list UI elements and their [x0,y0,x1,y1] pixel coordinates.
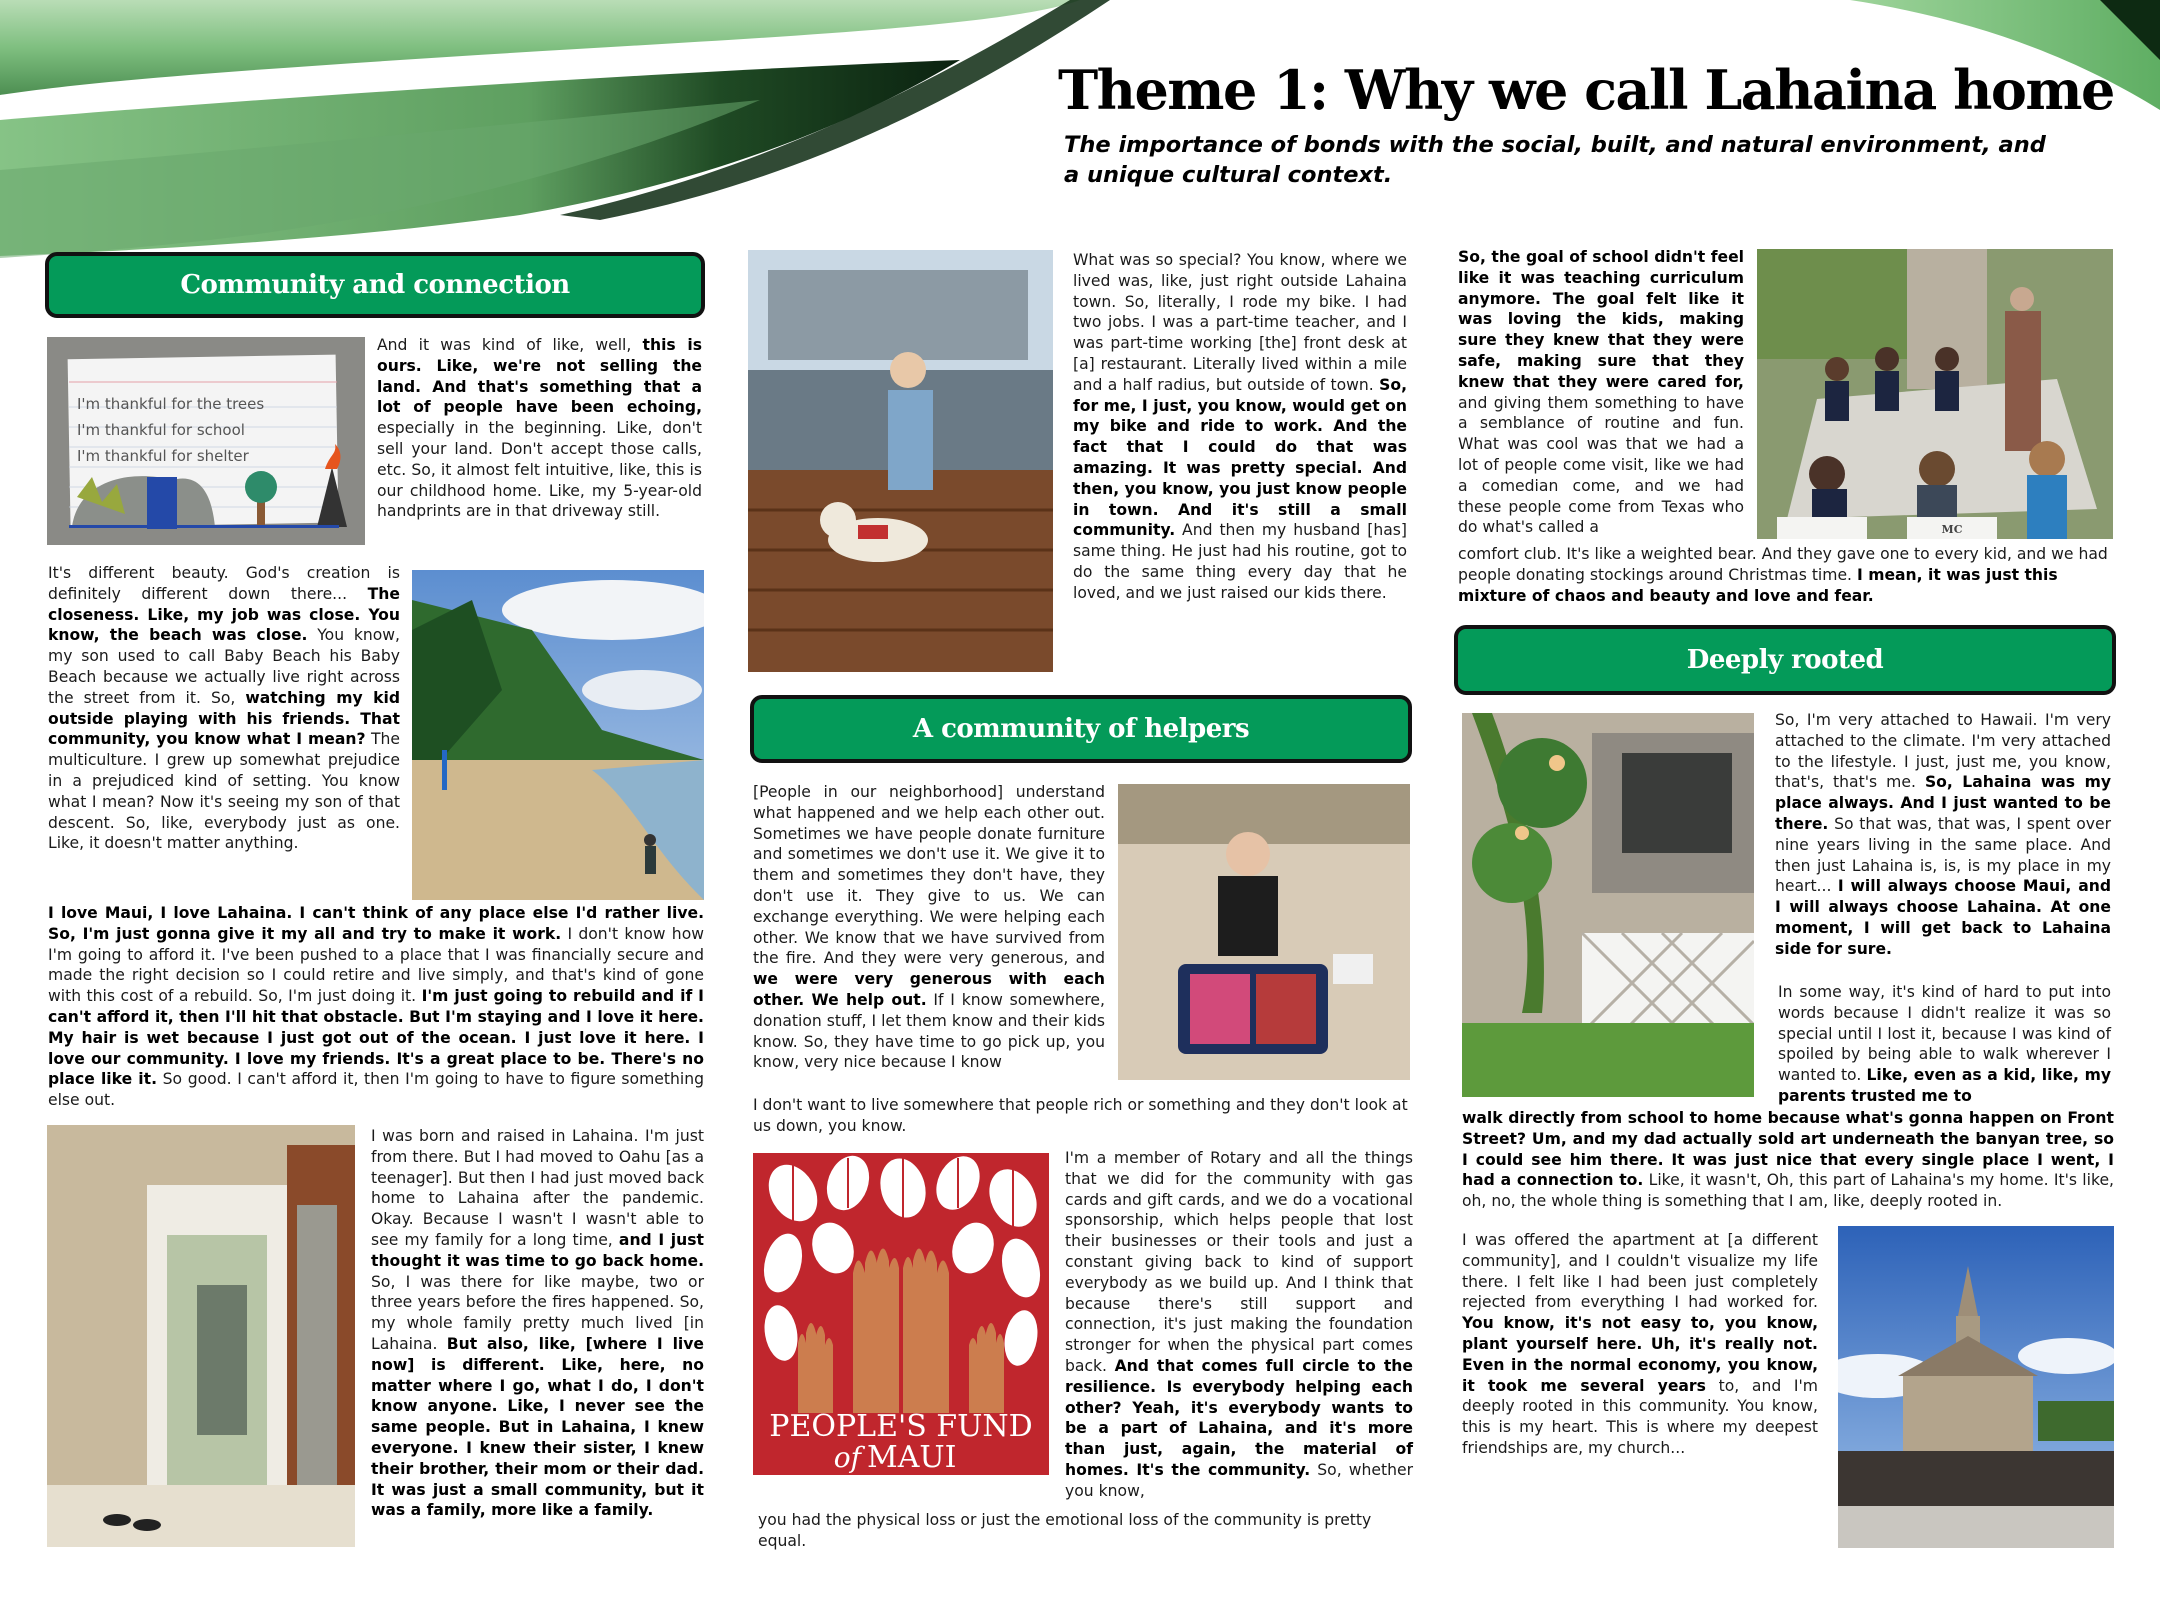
photo-thankful-card [47,337,365,545]
card-line-1: I'm thankful for the trees [77,395,265,413]
quote-front-street: walk directly from school to home because what's gonna happen on Front Street? Um, and my dad actually sold art underneath the banyan tree, so I could see him there. It was just nice that every single place I went, I had a connection to. Like, it wasn't, Oh, this part of Lahaina's my home. It's like, oh, no, the whole thing is something that I am, like, deeply rooted in. [1462,1109,2114,1211]
photo-donations-suitcase [1118,784,1410,1080]
quote-love-maui: I love Maui, I love Lahaina. I can't think of any place else I'd rather live. So, I'm just gonna give it my all and try to make it work. I don't know how I'm going to afford it. I've been pushed to a place that I was financially secure and made the right decision so I could retire and live simply, and that's kind of gone with this cost of a rebuild. So, I'm just doing it. I'm just going to rebuild and if I can't afford it, then I'll hit that obstacle. But I'm staying and I love it here. My hair is wet because I just got out of the ocean. I just love it here. I love our community. I love my friends. It's a great place to be. There's no place like it. So good. I can't afford it, then I'm going to have to figure something else out. [48,904,704,1110]
logo-line-1: PEOPLE'S FUND [769,1409,1033,1444]
section-title: A community of helpers [912,714,1250,744]
card-line-3: I'm thankful for shelter [77,447,249,465]
photo-porch-dog [748,250,1053,672]
page-title: Theme 1: Why we call Lahaina home [1058,58,2114,122]
quote-hard-to-put-into-words: In some way, it's kind of hard to put into words because I didn't realize it was so special until I lost it, because I was kind of spoiled by being able to walk wherever I wanted to. Like, even as a kid, like, my parents trusted me to [1778,983,2111,1105]
page-subtitle: The importance of bonds with the social, built, and natural environment, and a unique cultural context. [1064,132,2046,188]
section-header-deeply-rooted [1454,625,2116,695]
quote-land-ours: And it was kind of like, well, this is ours. Like, we're not selling the land. And that's something that a lot of people have been echoing, especially in the beginning. Like, don't sell your land. Don't accept those calls, etc. So, it almost felt intuitive, like, this is our childhood home. Like, my 5-year-old handprints are in that driveway still. [377,336,702,521]
quote-school-goal: So, the goal of school didn't feel like it was teaching curriculum anymore. The goal felt like it was loving the kids, making sure they knew that they were safe, making sure that they knew that they were cared for, and giving them something to have a semblance of routine and fun. What was cool was that we had a lot of people come visit, like we had a comedian come, and we had these people come from Texas who do what's called a [1458,248,1744,537]
photo-church [1838,1226,2114,1548]
photo-doorway-hug [47,1125,355,1547]
quote-emotional-loss: you had the physical loss or just the emotional loss of the community is pretty equal. [758,1511,1372,1550]
photo-classroom-table [1757,249,2113,539]
section-header-community-connection [45,252,705,318]
quote-different-beauty: It's different beauty. God's creation is definitely different down there... The closeness. Like, my job was close. You know, the beach was close. You know, my son used to call Baby Beach his Baby Beach because we actually live right across the street from it. So, watching my kid outside playing with his friends. That community, you know what I mean? The multiculture. I grew up somewhat prejudice in a prejudiced kind of setting. You know what I mean? Now it's seeing my son of that descent. So, like, everybody just as one. Like, it doesn't matter anything. [48,564,400,853]
quote-look-down: I don't want to live somewhere that people rich or something and they don't look at us down, you know. [753,1096,1408,1135]
logo-peoples-fund-of-maui [753,1153,1049,1475]
card-line-2: I'm thankful for school [77,421,245,439]
chair-label: MC [1941,523,1963,536]
quote-comfort-club: comfort club. It's like a weighted bear. And they gave one to every kid, and we had people donating stockings around Christmas time. I mean, it was just this mixture of chaos and beauty and love and fear. [1458,545,2108,605]
logo-line-2-maui: MAUI [867,1440,957,1475]
photo-beach [412,570,704,900]
quote-attached-hawaii: So, I'm very attached to Hawaii. I'm very attached to the climate. I'm very attached to the lifestyle. I just, just me, you know, that's, that's me. So, Lahaina was my place always. And I just wanted to be there. So that was, that was, I spent over nine years living in the same place. And then just Lahaina is, is, is my place in my heart... I will always choose Maui, and I will always choose Lahaina. At one moment, I will get back to Lahaina side for sure. [1775,711,2111,958]
quote-born-raised: I was born and raised in Lahaina. I'm just from there. But I had moved to Oahu [as a teenager]. But then I had just moved back home to Lahaina after the pandemic. Okay. Because I wasn't I wasn't able to see my family for a long time, and I just thought it was time to go back home. So, I was there for like maybe, two or three years before the fires happened. So, my whole family pretty much lived [in Lahaina. But also, like, [where I live now] is different. Like, here, no matter where I go, what I do, I don't know anyone. Like, I never see the same people. But in Lahaina, I knew everyone. I knew their sister, I knew their brother, their mom or their dad. It was just a small community, but it was a family, more like a family. [371,1127,704,1520]
quote-rotary: I'm a member of Rotary and all the things that we did for the community with gas cards and gift cards, and we do a vocational sponsorship, which helps people that lost their businesses or their tools and just a constant giving back to kind of support everybody as we build up. And I think that because there's still support and connection, it's just making the foundation stronger for when the physical part comes back. And that comes full circle to the resilience. Is everybody helping each other? Yeah, it's everybody wants to be a part of Lahaina, and it's more than just, again, the material of homes. It's the community. So, whether you know, [1065,1149,1414,1500]
section-title: Deeply rooted [1686,645,1884,675]
photo-house-plumeria [1462,713,1754,1097]
quote-what-was-special: What was so special? You know, where we lived was, like, just right outside Lahaina town. So, literally, I rode my bike. I had two jobs. I was a part-time teacher, and I was part-time working [the] front desk at [a] restaurant. Literally lived within a mile and a half radius, but outside of town. So, for me, I just, you know, would get on my bike and ride to work. And the fact that I could do that was amazing. It was pretty special. And then, you know, you just know people in town. And it's still a small community. And then my husband [has] same thing. He just had his routine, got to do the same thing every day that he loved, and we just raised our kids there. [1073,251,1407,602]
quote-neighborhood-help: [People in our neighborhood] understand what happened and we help each other out. Sometimes we have people donate furniture and sometimes we don't use it. We give it to them and sometimes they don't have, they don't use it. They give to us. We can exchange everything. We were helping each other. We know that we have survived from the fire. And they were very generous, and we were very generous with each other. We help out. If I know somewhere, donation stuff, I let them know and their kids know. So, they have time to go pick up, you know, very nice because I know [753,783,1105,1072]
section-title: Community and connection [180,270,570,300]
quote-offered-apartment: I was offered the apartment at [a different community], and I couldn't visualize my life there. I felt like I had been just completely rejected from everything I had worked for. You know, it's not easy to, you know, plant yourself here. Uh, it's really not. Even in the normal economy, you know, it took me several years to, and I'm deeply rooted in this community. You know, this is my heart. This is where my deepest friendships are, my church... [1462,1231,1818,1457]
logo-line-2-of: of [833,1441,861,1474]
section-header-community-helpers [750,695,1412,763]
